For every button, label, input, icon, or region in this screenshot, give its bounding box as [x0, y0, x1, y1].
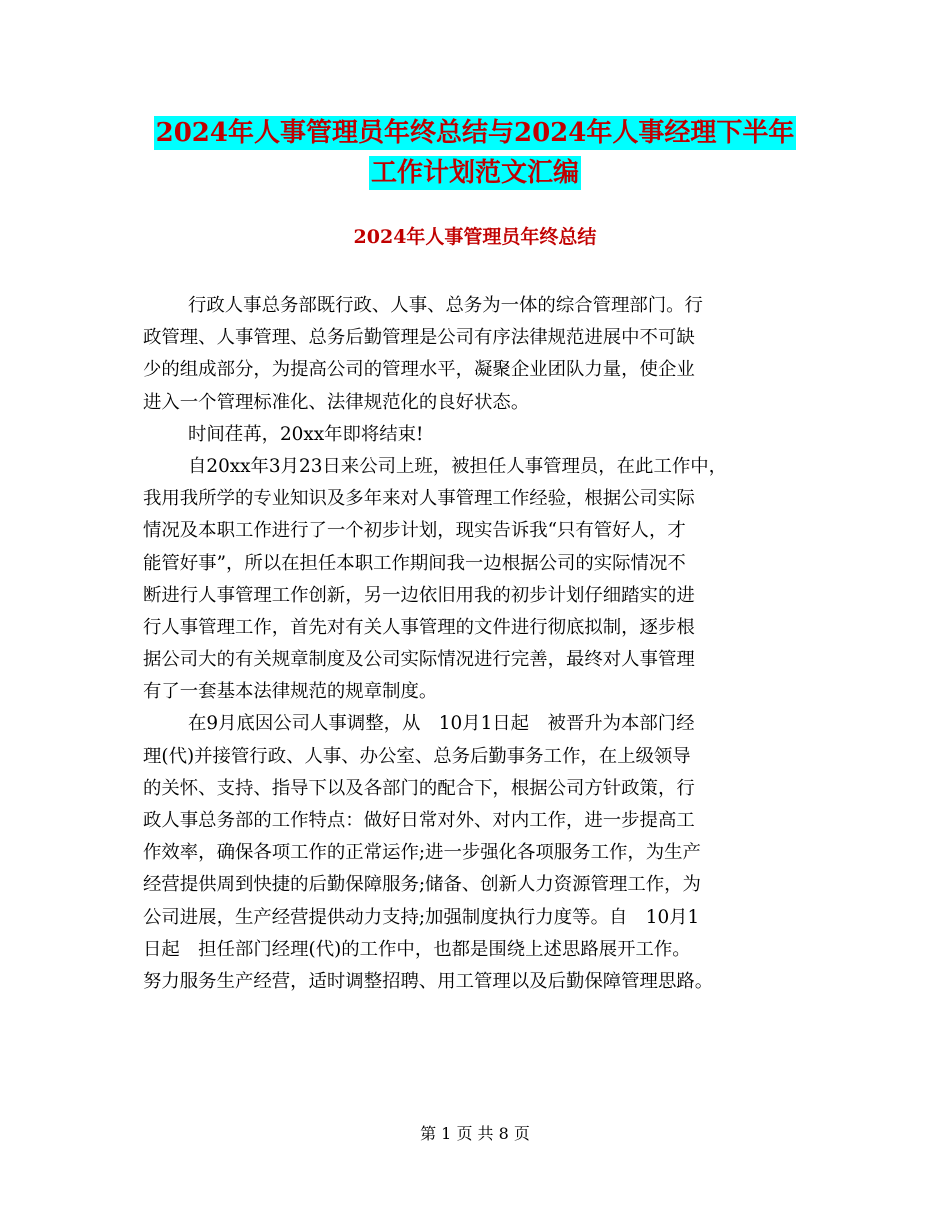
paragraph-line: 据公司大的有关规章制度及公司实际情况进行完善，最终对人事管理	[143, 649, 695, 671]
paragraph-line: 断进行人事管理工作创新，另一边依旧用我的初步计划仔细踏实的进	[143, 584, 695, 606]
document-title-line-1	[0, 111, 950, 155]
paragraph-line: 行政人事总务部既行政、人事、总务为一体的综合管理部门。行	[188, 295, 703, 316]
section-title: 2024年人事管理员年终总结	[353, 226, 597, 248]
document-title-line-2	[0, 151, 950, 195]
paragraph-line: 政人事总务部的工作特点：做好日常对外、对内工作，进一步提高工	[143, 810, 695, 831]
paragraph-line: 的关怀、支持、指导下以及各部门的配合下，根据公司方针政策，行	[143, 777, 695, 799]
paragraph-line: 有了一套基本法律规范的规章制度。	[143, 681, 438, 703]
paragraph-line: 努力服务生产经营，适时调整招聘、用工管理以及后勤保障管理思路。	[143, 970, 714, 992]
paragraph-line: 行人事管理工作，首先对有关人事管理的文件进行彻底拟制，逐步根	[143, 616, 695, 638]
body-text	[143, 290, 811, 998]
paragraph-line: 时间荏苒，20xx年即将结束!	[188, 423, 424, 445]
page-footer: 第 1 页 共 8 页	[420, 1124, 530, 1143]
paragraph-line: 自20xx年3月23日来公司上班，被担任人事管理员，在此工作中，	[188, 455, 728, 477]
paragraph-line: 日起 担任部门经理(代)的工作中，也都是围绕上述思路展开工作。	[143, 938, 691, 960]
paragraph-line: 作效率，确保各项工作的正常运作;进一步强化各项服务工作，为生产	[143, 842, 701, 864]
paragraph-line: 我用我所学的专业知识及多年来对人事管理工作经验，根据公司实际	[143, 488, 695, 510]
title-highlight-2: 工作计划范文汇编	[370, 158, 579, 188]
title-highlight-1: 2024年人事管理员年终总结与2024年人事经理下半年	[155, 118, 795, 148]
paragraph-line: 在9月底因公司人事调整，从 10月1日起 被晋升为本部门经	[188, 713, 695, 735]
paragraph-line: 少的组成部分，为提高公司的管理水平，凝聚企业团队力量，使企业	[143, 359, 695, 381]
paragraph-line: 政管理、人事管理、总务后勤管理是公司有序法律规范进展中不可缺	[143, 327, 695, 349]
paragraph-line: 能管好事”，所以在担任本职工作期间我一边根据公司的实际情况不	[143, 552, 686, 574]
paragraph-line: 经营提供周到快捷的后勤保障服务;储备、创新人力资源管理工作，为	[143, 874, 701, 896]
paragraph-line: 公司进展，生产经营提供动力支持;加强制度执行力度等。自 10月1	[143, 906, 700, 928]
paragraph-line: 情况及本职工作进行了一个初步计划，现实告诉我“只有管好人，才	[143, 520, 686, 542]
paragraph-line: 理(代)并接管行政、人事、办公室、总务后勤事务工作，在上级领导	[143, 745, 691, 767]
paragraph-line: 进入一个管理标准化、法律规范化的良好状态。	[143, 391, 530, 413]
